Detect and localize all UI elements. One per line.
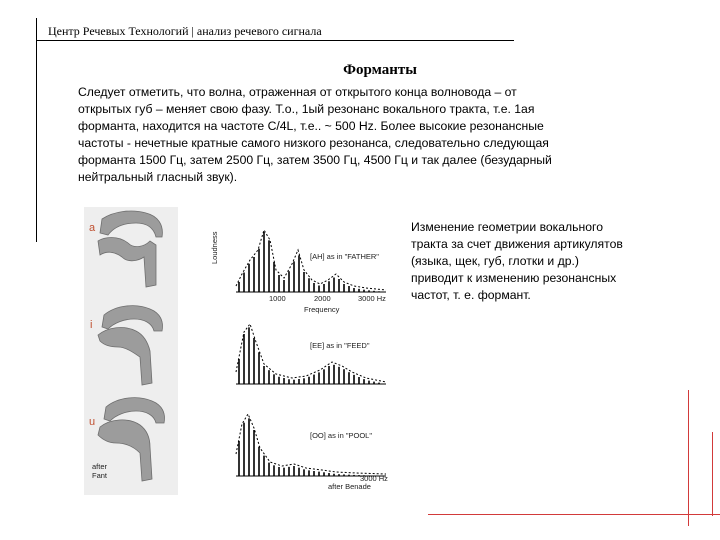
paragraph-line: частоты - нечетные кратные самого низкого резонанса, следовательно следующая xyxy=(78,136,549,150)
y-axis-label: Loudness xyxy=(210,231,219,264)
spectrum-label: [OO] as in "POOL" xyxy=(310,431,373,440)
spectrum-plot-oo xyxy=(236,404,386,474)
spectra-credit: after Benade xyxy=(328,482,371,491)
tract-shape-a-body xyxy=(98,238,156,288)
tract-shape-i-body xyxy=(98,328,152,385)
vowel-label-u: u xyxy=(89,416,96,428)
side-description xyxy=(411,219,671,304)
tract-shape-u xyxy=(104,398,165,423)
x-tick-3000-bottom: 3000 Hz xyxy=(360,474,388,483)
figure-credit-line: Fant xyxy=(92,471,108,480)
red-vertical-line-2 xyxy=(712,432,713,516)
tract-shape-i xyxy=(102,306,163,331)
paragraph-line: форманта 1500 Гц, затем 2500 Гц, затем 3500 Гц, 4500 Гц и так далее (безударный xyxy=(78,153,552,167)
x-tick-2000: 2000 xyxy=(314,294,331,303)
spectrum-label: [AH] as in "FATHER" xyxy=(310,252,379,261)
side-line: приводит к изменению резонансных xyxy=(411,271,617,285)
header-text: Центр Речевых Технологий | анализ речевого сигнала xyxy=(48,24,322,38)
figure-credit-line: after xyxy=(92,462,108,471)
left-vertical-line xyxy=(36,18,37,242)
vowel-label-a: a xyxy=(89,222,96,234)
tract-shape-a xyxy=(100,211,162,237)
main-paragraph xyxy=(78,84,638,186)
side-line: тракта за счет движения артикулятов xyxy=(411,237,623,251)
paragraph-line: форманта, находится на частоте C/4L, т.е.. ~ 500 Hz. Более высокие резонансные xyxy=(78,119,544,133)
x-axis-label: Frequency xyxy=(304,305,340,314)
side-line: частот, т. е. формант. xyxy=(411,288,531,302)
side-line: (языка, щек, губ, глотки и др.) xyxy=(411,254,579,268)
spectrum-plot-ee xyxy=(236,312,386,382)
red-vertical-line-1 xyxy=(688,390,689,526)
spectrum-plot-ah xyxy=(236,220,386,290)
red-horizontal-line xyxy=(428,514,720,515)
side-line: Изменение геометрии вокального xyxy=(411,220,603,234)
header-underline xyxy=(36,40,514,41)
paragraph-line: Следует отметить, что волна, отраженная от открытого конца волновода – от xyxy=(78,85,517,99)
x-tick-1000: 1000 xyxy=(269,294,286,303)
x-tick-3000: 3000 Hz xyxy=(358,294,386,303)
paragraph-line: нейтральный гласный звук). xyxy=(78,170,238,184)
vocal-tract-shapes xyxy=(84,207,178,495)
slide-title: Форманты xyxy=(343,62,417,78)
vowel-label-i: i xyxy=(90,319,93,331)
paragraph-line: открытых губ – меняет свою фазу. Т.о., 1ый резонанс вокального тракта, т.е. 1ая xyxy=(78,102,535,116)
spectrum-label: [EE] as in "FEED" xyxy=(310,341,370,350)
